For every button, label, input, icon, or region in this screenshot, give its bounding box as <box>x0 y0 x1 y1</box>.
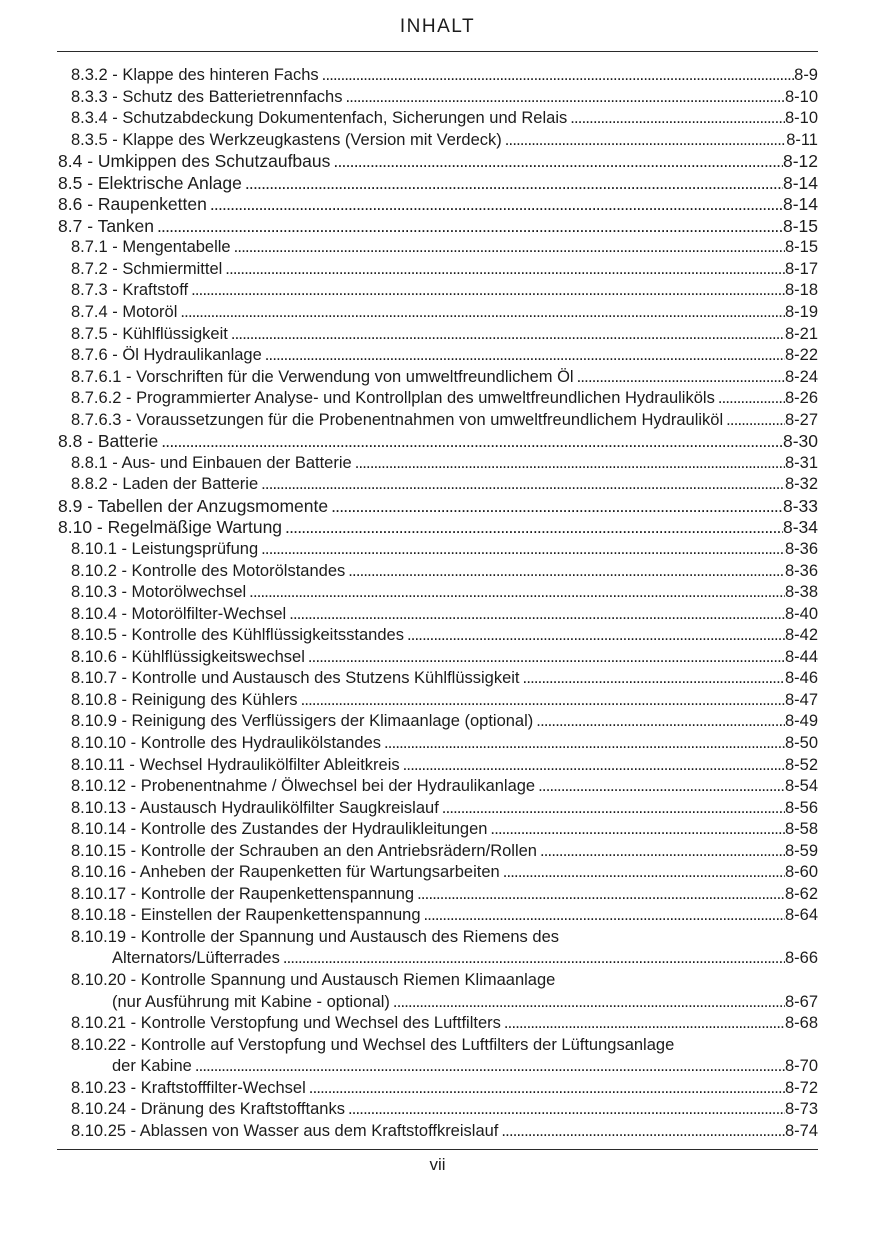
dot-leader <box>265 345 785 367</box>
toc-entry-label: 8.10.7 - Kontrolle und Austausch des Stutzens Kühlflüssigkeit <box>71 669 520 688</box>
toc-entry-label: 8.10.24 - Dränung des Kraftstofftanks <box>71 1100 345 1119</box>
dot-leader <box>536 711 785 733</box>
toc-entry-page: 8-36 <box>784 561 818 580</box>
toc-entry <box>57 216 818 238</box>
header-divider <box>57 51 818 52</box>
toc-entry <box>57 970 818 1013</box>
toc-entry <box>57 582 818 604</box>
toc-entry-page: 8-31 <box>784 453 818 472</box>
toc-entry <box>57 1013 818 1035</box>
dot-leader <box>261 539 785 561</box>
toc-entry-page: 8-47 <box>784 690 818 709</box>
dot-leader <box>249 582 785 604</box>
footer-divider <box>57 1149 818 1150</box>
dot-leader <box>540 841 785 863</box>
toc-entry-page: 8-10 <box>784 109 818 128</box>
toc-entry-page: 8-21 <box>784 324 818 343</box>
toc-entry <box>57 1035 818 1078</box>
toc-entry <box>57 776 818 798</box>
toc-entry <box>57 1078 818 1100</box>
toc-entry-page: 8-36 <box>784 540 818 559</box>
toc-entry-label: 8.5 - Elektrische Anlage <box>58 172 242 193</box>
dot-leader <box>726 410 785 432</box>
toc-entry-label: 8.4 - Umkippen des Schutzaufbaus <box>58 151 331 172</box>
toc-entry-label: 8.7 - Tanken <box>58 215 154 236</box>
toc-entry <box>57 65 818 87</box>
toc-entry-page: 8-68 <box>784 1014 818 1033</box>
dot-leader <box>210 194 783 216</box>
dot-leader <box>718 388 785 410</box>
dot-leader <box>195 1056 785 1078</box>
dot-leader <box>308 647 785 669</box>
toc-entry <box>57 690 818 712</box>
toc-entry-page: 8-11 <box>786 130 818 149</box>
toc-entry <box>57 905 818 927</box>
dot-leader <box>501 1121 785 1143</box>
page-header <box>57 14 818 52</box>
toc-entry-page: 8-44 <box>784 647 818 666</box>
dot-leader <box>331 496 783 518</box>
dot-leader <box>161 431 783 453</box>
toc-entry-page: 8-24 <box>784 367 818 386</box>
toc-entry <box>57 237 818 259</box>
toc-entry-label: 8.10.9 - Reinigung des Verflüssigers der Klimaanlage (optional) <box>71 712 534 731</box>
toc-entry <box>57 733 818 755</box>
toc-entry <box>57 755 818 777</box>
toc-entry-label: 8.3.3 - Schutz des Batterietrennfachs <box>71 87 343 106</box>
toc-entry-label: 8.10.1 - Leistungsprüfung <box>71 540 259 559</box>
toc-entry-label: 8.10.16 - Anheben der Raupenketten für Wartungsarbeiten <box>71 863 500 882</box>
toc-entry-page: 8-10 <box>784 87 818 106</box>
toc-entry-page: 8-9 <box>794 66 818 84</box>
toc-entry <box>57 280 818 302</box>
toc-list <box>57 65 818 1142</box>
toc-entry-label: 8.9 - Tabellen der Anzugsmomente <box>58 495 329 516</box>
dot-leader <box>309 1078 785 1100</box>
dot-leader <box>348 1099 785 1121</box>
toc-entry-page: 8-34 <box>782 517 818 538</box>
toc-entry-page: 8-18 <box>784 281 818 300</box>
toc-entry <box>57 367 818 389</box>
toc-entry <box>57 647 818 669</box>
toc-entry-page: 8-27 <box>784 410 818 429</box>
toc-entry-label-continuation: Alternators/Lüfterrades <box>112 949 280 968</box>
dot-leader <box>157 216 783 238</box>
toc-entry-page: 8-40 <box>784 604 818 623</box>
toc-entry-label: 8.7.6.1 - Vorschriften für die Verwendung von umweltfreundlichem Öl <box>71 367 574 386</box>
toc-entry-page: 8-56 <box>784 798 818 817</box>
toc-entry-label: 8.10.18 - Einstellen der Raupenkettenspannung <box>71 906 421 925</box>
toc-entry <box>57 324 818 346</box>
toc-entry-label-continuation: (nur Ausführung mit Kabine - optional) <box>112 992 390 1011</box>
dot-leader <box>231 324 785 346</box>
dot-leader <box>570 108 785 130</box>
toc-entry-label: 8.7.6 - Öl Hydraulikanlage <box>71 346 262 365</box>
toc-entry <box>57 625 818 647</box>
toc-entry-page: 8-52 <box>784 755 818 774</box>
dot-leader <box>355 453 785 475</box>
toc-entry-label: 8.10.12 - Probenentnahme / Ölwechsel bei der Hydraulikanlage <box>71 777 536 796</box>
toc-entry-page: 8-14 <box>782 194 818 215</box>
toc-entry-label: 8.10.10 - Kontrolle des Hydraulikölstandes <box>71 733 382 752</box>
toc-entry-label: 8.8.1 - Aus- und Einbauen der Batterie <box>71 453 352 472</box>
toc-entry <box>57 431 818 453</box>
toc-entry-label: 8.8 - Batterie <box>58 431 159 452</box>
toc-entry-page: 8-70 <box>784 1057 818 1076</box>
toc-entry-label: 8.10.6 - Kühlflüssigkeitswechsel <box>71 647 305 666</box>
dot-leader <box>505 130 786 152</box>
toc-entry-label: 8.10.11 - Wechsel Hydraulikölfilter Ableitkreis <box>71 755 400 774</box>
toc-entry-label: 8.10.4 - Motorölfilter-Wechsel <box>71 604 287 623</box>
toc-entry-label: 8.10.15 - Kontrolle der Schrauben an den Antriebsrädern/Rollen <box>71 841 537 860</box>
toc-entry-page: 8-60 <box>784 863 818 882</box>
toc-entry-label: 8.10.20 - Kontrolle Spannung und Austausch Riemen Klimaanlage <box>71 970 556 989</box>
dot-leader <box>289 604 785 626</box>
toc-entry-label: 8.7.5 - Kühlflüssigkeit <box>71 324 228 343</box>
toc-entry-label: 8.7.6.3 - Voraussetzungen für die Probenentnahmen von umweltfreundlichem Hydrauliköl <box>71 410 724 429</box>
toc-entry-label: 8.10.8 - Reinigung des Kühlers <box>71 690 298 709</box>
toc-entry-page: 8-12 <box>782 151 818 172</box>
toc-entry-page: 8-64 <box>784 906 818 925</box>
dot-leader <box>283 948 785 970</box>
dot-leader <box>333 151 783 173</box>
toc-entry <box>57 87 818 109</box>
dot-leader <box>384 733 785 755</box>
toc-entry <box>57 151 818 173</box>
toc-entry-label: 8.7.6.2 - Programmierter Analyse- und Kontrollplan des umweltfreundlichen Hydrauliköls <box>71 389 715 408</box>
toc-entry-page: 8-22 <box>784 346 818 365</box>
toc-entry <box>57 517 818 539</box>
toc-entry-page: 8-66 <box>784 949 818 968</box>
toc-entry-page: 8-62 <box>784 884 818 903</box>
dot-leader <box>424 905 785 927</box>
toc-entry-page: 8-19 <box>784 303 818 322</box>
toc-entry <box>57 474 818 496</box>
toc-entry-page: 8-54 <box>784 777 818 796</box>
dot-leader <box>301 690 785 712</box>
dot-leader <box>538 776 785 798</box>
toc-entry-label: 8.10.22 - Kontrolle auf Verstopfung und Wechsel des Luftfilters der Lüftungsanlage <box>71 1035 675 1054</box>
toc-entry <box>57 711 818 733</box>
toc-entry-page: 8-50 <box>784 733 818 752</box>
page-title: INHALT <box>399 16 476 37</box>
toc-entry-label: 8.10 - Regelmäßige Wartung <box>58 517 283 538</box>
toc-entry-label: 8.10.3 - Motorölwechsel <box>71 583 247 602</box>
toc-entry <box>57 1121 818 1143</box>
toc-entry <box>57 862 818 884</box>
toc-entry <box>57 798 818 820</box>
toc-entry-label: 8.10.17 - Kontrolle der Raupenkettenspannung <box>71 884 415 903</box>
toc-entry-label: 8.10.25 - Ablassen von Wasser aus dem Kraftstoffkreislauf <box>71 1121 499 1140</box>
toc-entry-page: 8-26 <box>784 389 818 408</box>
toc-entry-label: 8.3.5 - Klappe des Werkzeugkastens (Version mit Verdeck) <box>71 130 502 149</box>
toc-entry <box>57 496 818 518</box>
toc-entry <box>57 884 818 906</box>
dot-leader <box>577 367 785 389</box>
toc-entry-page: 8-59 <box>784 841 818 860</box>
toc-entry <box>57 345 818 367</box>
toc-entry-label: 8.10.13 - Austausch Hydraulikölfilter Saugkreislauf <box>71 798 439 817</box>
dot-leader <box>442 798 785 820</box>
toc-entry-label: 8.3.4 - Schutzabdeckung Dokumentenfach, Sicherungen und Relais <box>71 109 568 128</box>
toc-entry <box>57 453 818 475</box>
toc-entry-label: 8.7.3 - Kraftstoff <box>71 281 189 300</box>
toc-entry-page: 8-58 <box>784 820 818 839</box>
toc-entry-page: 8-33 <box>782 495 818 516</box>
toc-entry <box>57 927 818 970</box>
toc-entry <box>57 410 818 432</box>
dot-leader <box>503 862 785 884</box>
dot-leader <box>346 87 785 109</box>
dot-leader <box>234 237 785 259</box>
dot-leader <box>393 992 785 1014</box>
toc-entry <box>57 604 818 626</box>
toc-entry <box>57 194 818 216</box>
toc-entry <box>57 130 818 152</box>
toc-entry-page: 8-15 <box>782 215 818 236</box>
toc-entry-label-continuation: der Kabine <box>112 1057 192 1076</box>
toc-entry <box>57 108 818 130</box>
dot-leader <box>403 755 785 777</box>
toc-entry-page: 8-74 <box>784 1121 818 1140</box>
toc-entry <box>57 1099 818 1121</box>
toc-entry-page: 8-73 <box>784 1100 818 1119</box>
toc-entry <box>57 302 818 324</box>
toc-entry-page: 8-30 <box>782 431 818 452</box>
toc-entry <box>57 668 818 690</box>
toc-entry-page: 8-67 <box>784 992 818 1011</box>
toc-entry-label: 8.10.2 - Kontrolle des Motorölstandes <box>71 561 346 580</box>
toc-entry-label: 8.10.19 - Kontrolle der Spannung und Austausch des Riemens des <box>71 927 559 946</box>
toc-entry-label: 8.3.2 - Klappe des hinteren Fachs <box>71 66 319 84</box>
dot-leader <box>348 561 785 583</box>
dot-leader <box>523 668 785 690</box>
toc-entry <box>57 841 818 863</box>
toc-entry-page: 8-15 <box>784 238 818 257</box>
toc-entry-page: 8-42 <box>784 626 818 645</box>
toc-entry <box>57 539 818 561</box>
dot-leader <box>261 474 785 496</box>
toc-entry-label: 8.10.14 - Kontrolle des Zustandes der Hydraulikleitungen <box>71 820 488 839</box>
page-footer <box>57 1149 818 1177</box>
toc-entry <box>57 173 818 195</box>
dot-leader <box>490 819 785 841</box>
toc-entry-page: 8-46 <box>784 669 818 688</box>
toc-entry-label: 8.7.1 - Mengentabelle <box>71 238 231 257</box>
toc-entry-label: 8.10.21 - Kontrolle Verstopfung und Wechsel des Luftfilters <box>71 1014 501 1033</box>
toc-entry-label: 8.7.2 - Schmiermittel <box>71 259 223 278</box>
toc-entry-label: 8.10.23 - Kraftstofffilter-Wechsel <box>71 1078 306 1097</box>
toc-entry-page: 8-72 <box>784 1078 818 1097</box>
dot-leader <box>225 259 785 281</box>
toc-entry <box>57 561 818 583</box>
dot-leader <box>191 280 785 302</box>
toc-entry-page: 8-14 <box>782 172 818 193</box>
toc-entry-label: 8.6 - Raupenketten <box>58 194 207 215</box>
toc-entry <box>57 819 818 841</box>
toc-entry-page: 8-32 <box>784 475 818 494</box>
dot-leader <box>417 884 785 906</box>
dot-leader <box>322 65 794 87</box>
dot-leader <box>180 302 785 324</box>
toc-entry-page: 8-17 <box>784 259 818 278</box>
dot-leader <box>504 1013 785 1035</box>
page-number: vii <box>429 1155 446 1175</box>
toc-entry-label: 8.7.4 - Motoröl <box>71 303 178 322</box>
toc-entry-page: 8-49 <box>784 712 818 731</box>
dot-leader <box>407 625 785 647</box>
toc-entry-page: 8-38 <box>784 583 818 602</box>
toc-entry-label: 8.10.5 - Kontrolle des Kühlflüssigkeitsstandes <box>71 626 404 645</box>
dot-leader <box>285 517 783 539</box>
dot-leader <box>245 173 783 195</box>
toc-entry-label: 8.8.2 - Laden der Batterie <box>71 475 259 494</box>
toc-entry <box>57 259 818 281</box>
toc-entry <box>57 388 818 410</box>
